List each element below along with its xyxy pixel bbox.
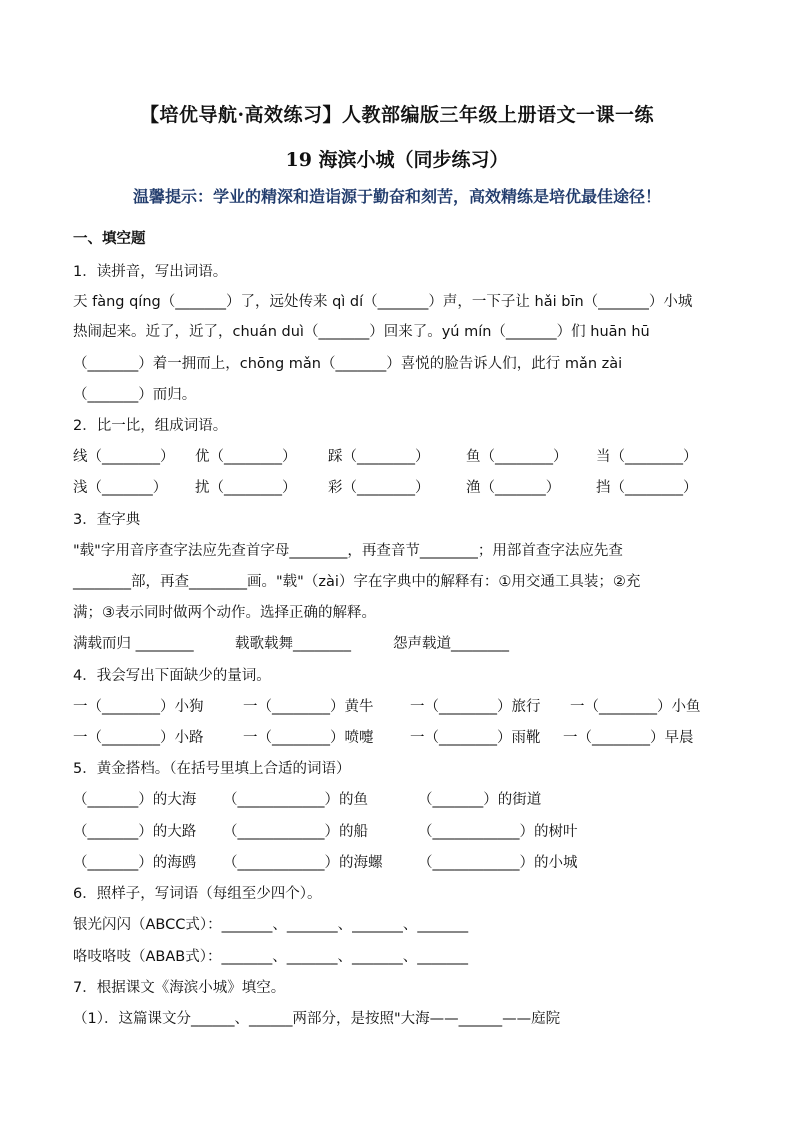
- q4-item: 一（________）雨靴: [410, 730, 541, 746]
- page-title: 【培优导航·高效练习】人教部编版三年级上册语文一课一练: [139, 104, 655, 126]
- q3-item: 载歌载舞________: [235, 636, 351, 652]
- q5-item: （_______）的街道: [418, 792, 542, 808]
- q1-title: 1．读拼音，写出词语。: [73, 264, 228, 280]
- q2-item: 线（________）: [73, 449, 175, 465]
- q5-item: （_______）的大海: [73, 792, 197, 808]
- tip-banner: 温馨提示：学业的精深和造诣源于勤奋和刻苦，高效精练是培优最佳途径！: [132, 187, 661, 206]
- q3-line-2: ________部，再查________画。"载"（zài）字在字典中的解释有：①用交通工具装；②充: [73, 574, 641, 590]
- q6-line-1: 银光闪闪（ABCC式）：_______、_______、_______、_______: [73, 917, 469, 933]
- q2-item: 当（________）: [596, 449, 698, 465]
- q3-title: 3．查字典: [73, 512, 141, 528]
- q2-item: 浅（_______）: [73, 480, 168, 496]
- q1-line-4: （_______）而归。: [73, 387, 197, 403]
- q2-item: 挡（________）: [596, 480, 698, 496]
- q5-item: （____________）的海螺: [223, 855, 383, 871]
- q4-title: 4．我会写出下面缺少的量词。: [73, 668, 271, 684]
- q4-item: 一（________）旅行: [410, 699, 541, 715]
- q5-title: 5．黄金搭档。（在括号里填上合适的词语）: [73, 761, 351, 777]
- q2-item: 彩（________）: [328, 480, 430, 496]
- q4-item: 一（________）小狗: [73, 699, 204, 715]
- q5-item: （_______）的大路: [73, 824, 197, 840]
- q3-item: 怨声载道________: [393, 636, 509, 652]
- q4-item: 一（________）喷嚏: [243, 730, 374, 746]
- q3-item: 满载而归 ________: [73, 636, 194, 652]
- q2-item: 扰（________）: [195, 480, 297, 496]
- q6-line-2: 咯吱咯吱（ABAB式）：_______、_______、_______、_______: [73, 949, 468, 965]
- q4-item: 一（________）小鱼: [570, 699, 701, 715]
- q7-title: 7．根据课文《海滨小城》填空。: [73, 980, 286, 996]
- q5-item: （____________）的树叶: [418, 824, 578, 840]
- q4-item: 一（________）小路: [73, 730, 204, 746]
- q2-title: 2．比一比，组成词语。: [73, 418, 228, 434]
- q6-title: 6．照样子，写词语（每组至少四个）。: [73, 886, 322, 902]
- q2-item: 渔（_______）: [466, 480, 561, 496]
- q5-item: （____________）的船: [223, 824, 368, 840]
- q4-item: 一（________）黄牛: [243, 699, 374, 715]
- q2-item: 鱼（________）: [466, 449, 568, 465]
- q2-item: 踩（________）: [328, 449, 430, 465]
- q4-item: 一（________）早晨: [563, 730, 694, 746]
- q1-line-2: 热闹起来。近了，近了，chuán duì（_______）回来了。yú mín（_______）们 huān hū: [73, 324, 650, 340]
- q5-item: （____________）的鱼: [223, 792, 368, 808]
- q2-item: 优（________）: [195, 449, 297, 465]
- q7-line-1: （1）．这篇课文分______、______两部分，是按照"大海——______——庭院: [73, 1011, 561, 1027]
- q3-line-1: "载"字用音序查字法应先查首字母________，再查音节________；用部首查字法应先查: [73, 543, 623, 559]
- q1-line-1: 天 fàng qíng（_______）了，远处传来 qì dí（_______）声，一下子让 hǎi bīn（_______）小城: [73, 294, 693, 310]
- q3-line-3: 满；③表示同时做两个动作。选择正确的解释。: [73, 605, 376, 621]
- section-heading: 一、填空题: [73, 231, 146, 247]
- page-subtitle: 19 海滨小城（同步练习）: [285, 149, 509, 171]
- q5-item: （____________）的小城: [418, 855, 578, 871]
- q1-line-3: （_______）着一拥而上，chōng mǎn（_______）喜悦的脸告诉人们，此行 mǎn zài: [73, 356, 623, 372]
- q5-item: （_______）的海鸥: [73, 855, 197, 871]
